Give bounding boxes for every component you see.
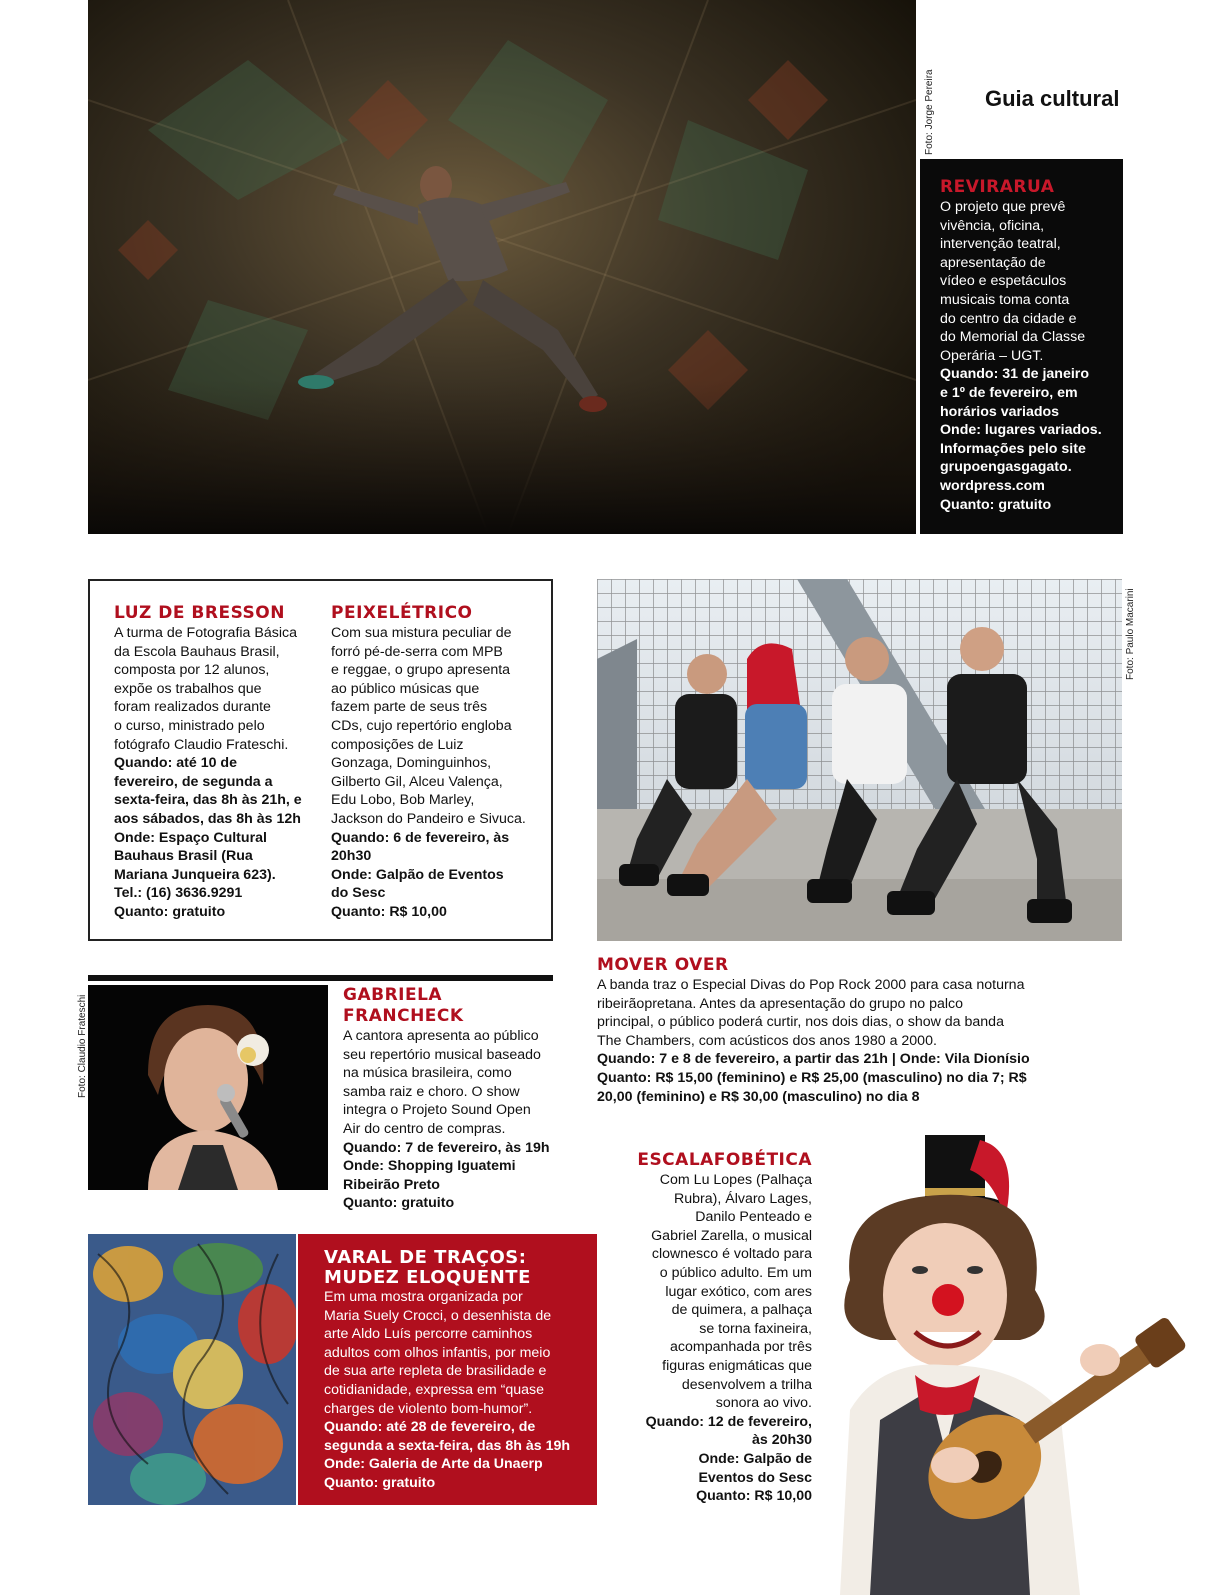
gabriela-details: Quando: 7 de fevereiro, às 19h Onde: Shopping Iguatemi Ribeirão Preto Quanto: gratuito [343,1139,550,1212]
gabriela-francheck [343,985,558,1213]
luz-de-bresson [114,603,319,922]
singer-photo-credit: Foto: Claudio Frateschi [77,994,88,1098]
mover-over-details: Quando: 7 e 8 de fevereiro, a partir das 21h | Onde: Vila Dionísio Quanto: R$ 15,00 (feminino) e R$ 25,00 (masculino) no dia 7; R$ 20,00 (feminino) e R$ 30,00 (masculino) no dia 8 [597,1051,1030,1105]
mover-over-title: MOVER OVER [597,955,729,975]
divider-rule [88,975,553,981]
escalafobetica-body: Com Lu Lopes (Palhaça Rubra), Álvaro Lages, Danilo Penteado e Gabriel Zarella, o musical clownesco é voltado para o público adulto. Em um lugar exótico, com ares de quimera, a palhaça se torna faxineira, acompanhada por três figuras enigmáticas que desenvolvem a trilha sonora ao vivo. [651,1172,812,1412]
varal-details: Quando: até 28 de fevereiro, de segunda a sexta-feira, das 8h às 19h Onde: Galeria de Arte da Unaerp Quanto: gratuito [324,1419,571,1491]
revirarua-details: Quando: 31 de janeiro e 1º de fevereiro, em horários variados Onde: lugares variados. Informações pelo site grupoengasgagato. wordpress.com Quanto: gratuito [940,366,1102,513]
singer-photo [88,985,328,1190]
section-title: Guia cultural [985,86,1120,111]
luz-de-bresson-details: Quando: até 10 de fevereiro, de segunda a sexta-feira, das 8h às 21h, e aos sábados, das 8h às 12h Onde: Espaço Cultural Bauhaus Brasil (Rua Mariana Junqueira 623). Tel.: (16) 3636.9291 Quanto: gratuito [114,755,302,920]
top-photo-credit: Foto: Jorge Pereira [924,69,935,155]
artwork-image [88,1234,296,1505]
peixeletrico-body: Com sua mistura peculiar de forró pé-de-serra com MPB e reggae, o grupo apresenta ao público músicas que fazem parte de seus três CDs, cujo repertório engloba composições de Luiz Gonzaga, Dominguinhos, Gilberto Gil, Alceu Valença, Edu Lobo, Bob Marley, Jackson do Pandeiro e Sivuca. [331,625,526,827]
varal-body: Em uma mostra organizada por Maria Suely Crocci, o desenhista de arte Aldo Luís percorre caminhos adultos com olhos infantis, por meio de sua arte repleta de brasilidade e cotidianidade, expressa em “quase charges de violento bom-humor”. [324,1289,552,1417]
gabriela-title: GABRIELA FRANCHECK [343,985,464,1026]
varal-title: VARAL DE TRAÇOS: MUDEZ ELOQUENTE [324,1247,531,1288]
peixeletrico [331,603,541,922]
revirarua-title: REVIRARUA [940,177,1055,197]
band-photo-credit: Foto: Paulo Macarini [1125,588,1136,680]
peixeletrico-title: PEIXELÉTRICO [331,603,473,623]
mover-over [597,955,1067,1106]
revirarua-box [920,159,1123,534]
gabriela-body: A cantora apresenta ao público seu repertório musical baseado na música brasileira, como samba raiz e choro. O show integra o Projeto Sound Open Air do centro de compras. [343,1028,541,1137]
events-frame [88,579,553,941]
escalafobetica [620,1150,812,1506]
band-photo [597,579,1122,941]
revirarua-body: O projeto que prevê vivência, oficina, intervenção teatral, apresentação de vídeo e espetáculos musicais toma conta do centro da cidade e do Memorial da Classe Operária – UGT. [940,199,1086,364]
clown-photo [820,1110,1211,1595]
peixeletrico-details: Quando: 6 de fevereiro, às 20h30 Onde: Galpão de Eventos do Sesc Quanto: R$ 10,00 [331,829,510,920]
luz-de-bresson-title: LUZ DE BRESSON [114,603,285,623]
escalafobetica-title: ESCALAFOBÉTICA [637,1150,812,1170]
escalafobetica-details: Quando: 12 de fevereiro, às 20h30 Onde: Galpão de Eventos do Sesc Quanto: R$ 10,00 [645,1413,812,1505]
varal-de-tracos-box [298,1234,597,1505]
mover-over-body: A banda traz o Especial Divas do Pop Rock 2000 para casa noturna ribeirãopretana. Antes da apresentação do grupo no palco principal, o público poderá curtir, nos dois dias, o show da banda The Chambers, com acústicos dos anos 1980 a 2000. [597,977,1025,1049]
dancer-photo [88,0,916,534]
luz-de-bresson-body: A turma de Fotografia Básica da Escola Bauhaus Brasil, composta por 12 alunos, expõe os trabalhos que foram realizados durante o curso, ministrado pelo fotógrafo Claudio Frateschi. [114,625,297,753]
